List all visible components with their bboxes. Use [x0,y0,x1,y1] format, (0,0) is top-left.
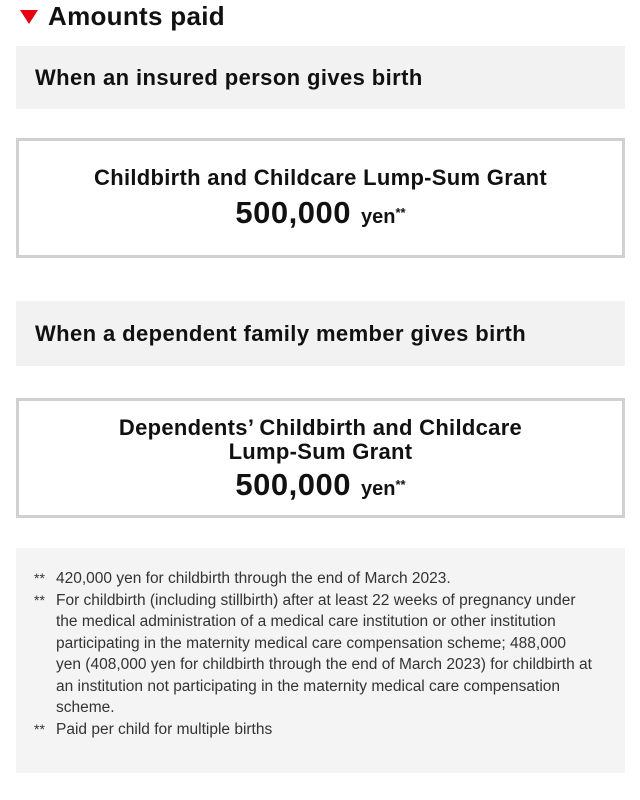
dependent-unit: yen [360,478,396,500]
footnote-text: For childbirth (including stillbirth) after at least 22 weeks of pregnancy under the medical administration of a medical care institution or other institution participating in the maternity medical care compensation scheme; 488,000 yen (408,000 yen for childbirth through the end of March 2023) for childbirth at an institution not participating in the maternity medical care compensation scheme. [56,591,592,716]
footnote [34,719,595,741]
dependent-amount: 500,000 [235,467,351,502]
insured-unit: yen [360,206,396,228]
insured-grant-title: Childbirth and Childcare Lump-Sum Grant [94,165,547,190]
dependent-heading: When a dependent family member gives birth [35,320,527,346]
dependent-heading-bar [16,301,625,366]
section-title: Amounts paid [48,0,225,31]
insured-heading: When an insured person gives birth [35,64,423,90]
insured-amount: 500,000 [235,195,351,230]
dependent-grant-title-line2: Lump-Sum Grant [228,439,413,464]
dependent-amount-line [19,468,622,508]
insured-heading-bar [16,46,625,109]
dependent-grant-title-line1: Dependents’ Childbirth and Childcare [118,415,523,440]
footnote-mark: ** [34,720,45,737]
triangle-down-icon [20,10,38,24]
insured-amount-line [19,196,622,236]
footnote-text: 420,000 yen for childbirth through the end of March 2023. [56,570,451,587]
footnote [34,568,595,590]
footnote-text: Paid per child for multiple births [56,720,273,738]
footnotes-panel [16,548,625,773]
footnote [34,590,595,719]
dependent-footnote-mark: ** [395,477,406,492]
insured-grant-box [16,138,625,258]
dependent-grant-box [16,398,625,518]
footnote-mark: ** [34,591,45,608]
insured-footnote-mark: ** [395,205,406,220]
section-heading [20,0,225,32]
footnote-mark: ** [34,570,45,586]
